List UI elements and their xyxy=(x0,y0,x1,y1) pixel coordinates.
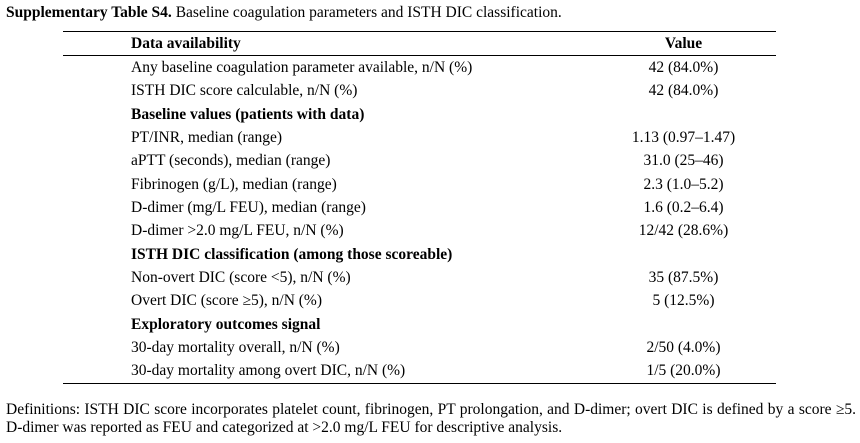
row-value: 1.13 (0.97–1.47) xyxy=(631,129,736,147)
row-label: ISTH DIC score calculable, n/N (%) xyxy=(131,82,358,100)
row-label: Overt DIC (score ≥5), n/N (%) xyxy=(131,292,323,310)
row-value xyxy=(591,103,776,126)
table-footnote: Definitions: ISTH DIC score incorporates platelet count, fibrinogen, PT prolongation, and D-dimer; overt DIC is defined by a score ≥5. D-dimer was reported as FEU and categorized at >2.0 mg/L FEU for descriptive analysis. xyxy=(6,401,856,436)
row-value: 12/42 (28.6%) xyxy=(638,222,729,240)
row-value xyxy=(591,243,776,266)
row-label: 30-day mortality among overt DIC, n/N (%) xyxy=(63,360,591,384)
caption-label: Supplementary Table S4. xyxy=(6,4,172,21)
table-row xyxy=(63,266,776,289)
column-header-value: Value xyxy=(591,32,776,56)
row-label: PT/INR, median (range) xyxy=(131,129,283,147)
table-caption xyxy=(6,3,856,23)
coagulation-table xyxy=(63,31,776,384)
row-value: 1/5 (20.0%) xyxy=(591,360,776,384)
section-title: Exploratory outcomes signal xyxy=(131,315,321,333)
row-value: 5 (12.5%) xyxy=(652,292,715,310)
table-row xyxy=(63,173,776,196)
table-row xyxy=(63,150,776,173)
caption-text: Baseline coagulation parameters and ISTH DIC classification. xyxy=(171,4,562,21)
row-label: D-dimer >2.0 mg/L FEU, n/N (%) xyxy=(131,222,344,240)
column-header-data-availability: Data availability xyxy=(63,32,591,56)
table-header-row xyxy=(63,32,776,56)
section-header-row xyxy=(63,313,776,336)
row-value: 2.3 (1.0–5.2) xyxy=(643,175,724,193)
row-value: 1.6 (0.2–6.4) xyxy=(643,199,724,217)
section-title: ISTH DIC classification (among those scoreable) xyxy=(131,245,453,263)
section-header-row xyxy=(63,243,776,266)
row-label: 30-day mortality overall, n/N (%) xyxy=(131,339,340,357)
row-value xyxy=(591,313,776,336)
table-row xyxy=(63,336,776,359)
row-label: Non-overt DIC (score <5), n/N (%) xyxy=(131,269,351,287)
row-value: 42 (84.0%) xyxy=(648,82,719,100)
table-row xyxy=(63,56,776,80)
row-label: D-dimer (mg/L FEU), median (range) xyxy=(131,199,366,217)
row-label: aPTT (seconds), median (range) xyxy=(131,152,331,170)
row-label: Fibrinogen (g/L), median (range) xyxy=(131,175,337,193)
table-body xyxy=(63,56,776,384)
table-row xyxy=(63,126,776,149)
row-value: 2/50 (4.0%) xyxy=(646,339,721,357)
table-row xyxy=(63,360,776,384)
row-value: 42 (84.0%) xyxy=(648,59,719,77)
section-title: Baseline values (patients with data) xyxy=(131,105,365,123)
section-header-row xyxy=(63,103,776,126)
table-row xyxy=(63,80,776,103)
table-row xyxy=(63,220,776,243)
row-value: 31.0 (25–46) xyxy=(643,152,724,170)
row-value: 35 (87.5%) xyxy=(648,269,719,287)
table-row xyxy=(63,290,776,313)
table-row xyxy=(63,196,776,219)
row-label: Any baseline coagulation parameter available, n/N (%) xyxy=(131,59,473,77)
